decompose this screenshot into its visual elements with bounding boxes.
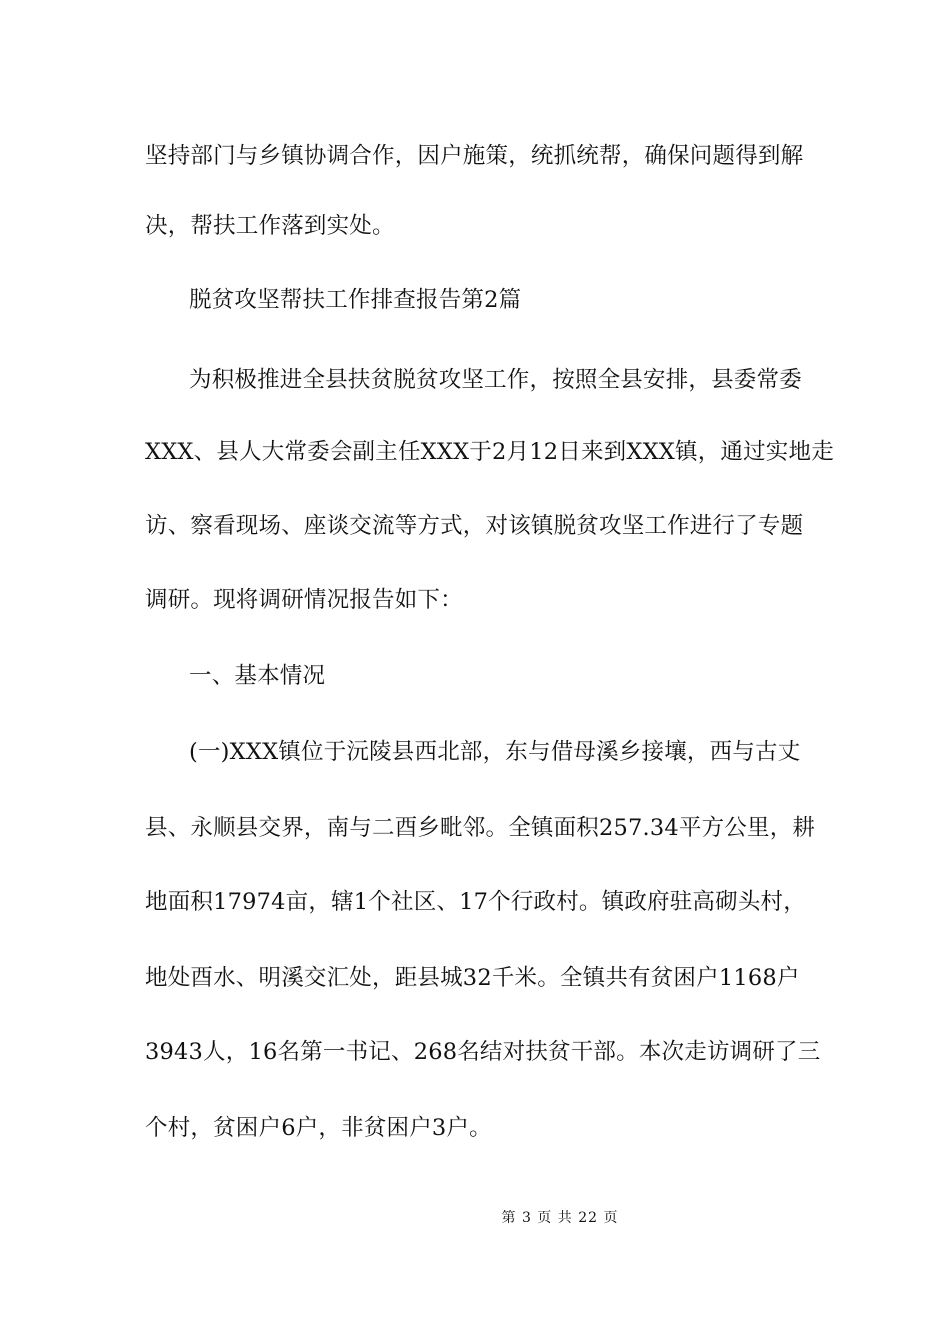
paragraph-line-9: 地面积17974亩，辖1个社区、17个行政村。镇政府驻高砌头村，: [145, 889, 806, 915]
paragraph-line-5: 访、察看现场、座谈交流等方式，对该镇脱贫攻坚工作进行了专题: [145, 513, 804, 539]
paragraph-line-6: 调研。现将调研情况报告如下：: [145, 587, 463, 613]
paragraph-line-7: (一)XXX镇位于沅陵县西北部，东与借母溪乡接壤，西与古丈: [189, 739, 801, 765]
paragraph-line-10: 地处酉水、明溪交汇处，距县城32千米。全镇共有贫困户1168户: [145, 965, 800, 991]
paragraph-line-12: 个村，贫困户6户，非贫困户3户。: [145, 1115, 492, 1141]
subsection-heading: 一、基本情况: [189, 663, 326, 689]
paragraph-line-3: 为积极推进全县扶贫脱贫攻坚工作，按照全县安排，县委常委: [189, 367, 802, 393]
paragraph-line-11: 3943人，16名第一书记、268名结对扶贫干部。本次走访调研了三: [145, 1039, 821, 1065]
paragraph-line-4: XXX、县人大常委会副主任XXX于2月12日来到XXX镇，通过实地走: [145, 439, 834, 465]
paragraph-line-8: 县、永顺县交界，南与二酉乡毗邻。全镇面积257.34平方公里，耕: [145, 815, 816, 841]
paragraph-line-1: 坚持部门与乡镇协调合作，因户施策，统抓统帮，确保问题得到解: [145, 143, 804, 169]
paragraph-line-2: 决，帮扶工作落到实处。: [145, 213, 395, 239]
page-number-footer: 第 3 页 共 22 页: [501, 1210, 619, 1226]
section-heading: 脱贫攻坚帮扶工作排查报告第2篇: [189, 287, 522, 313]
